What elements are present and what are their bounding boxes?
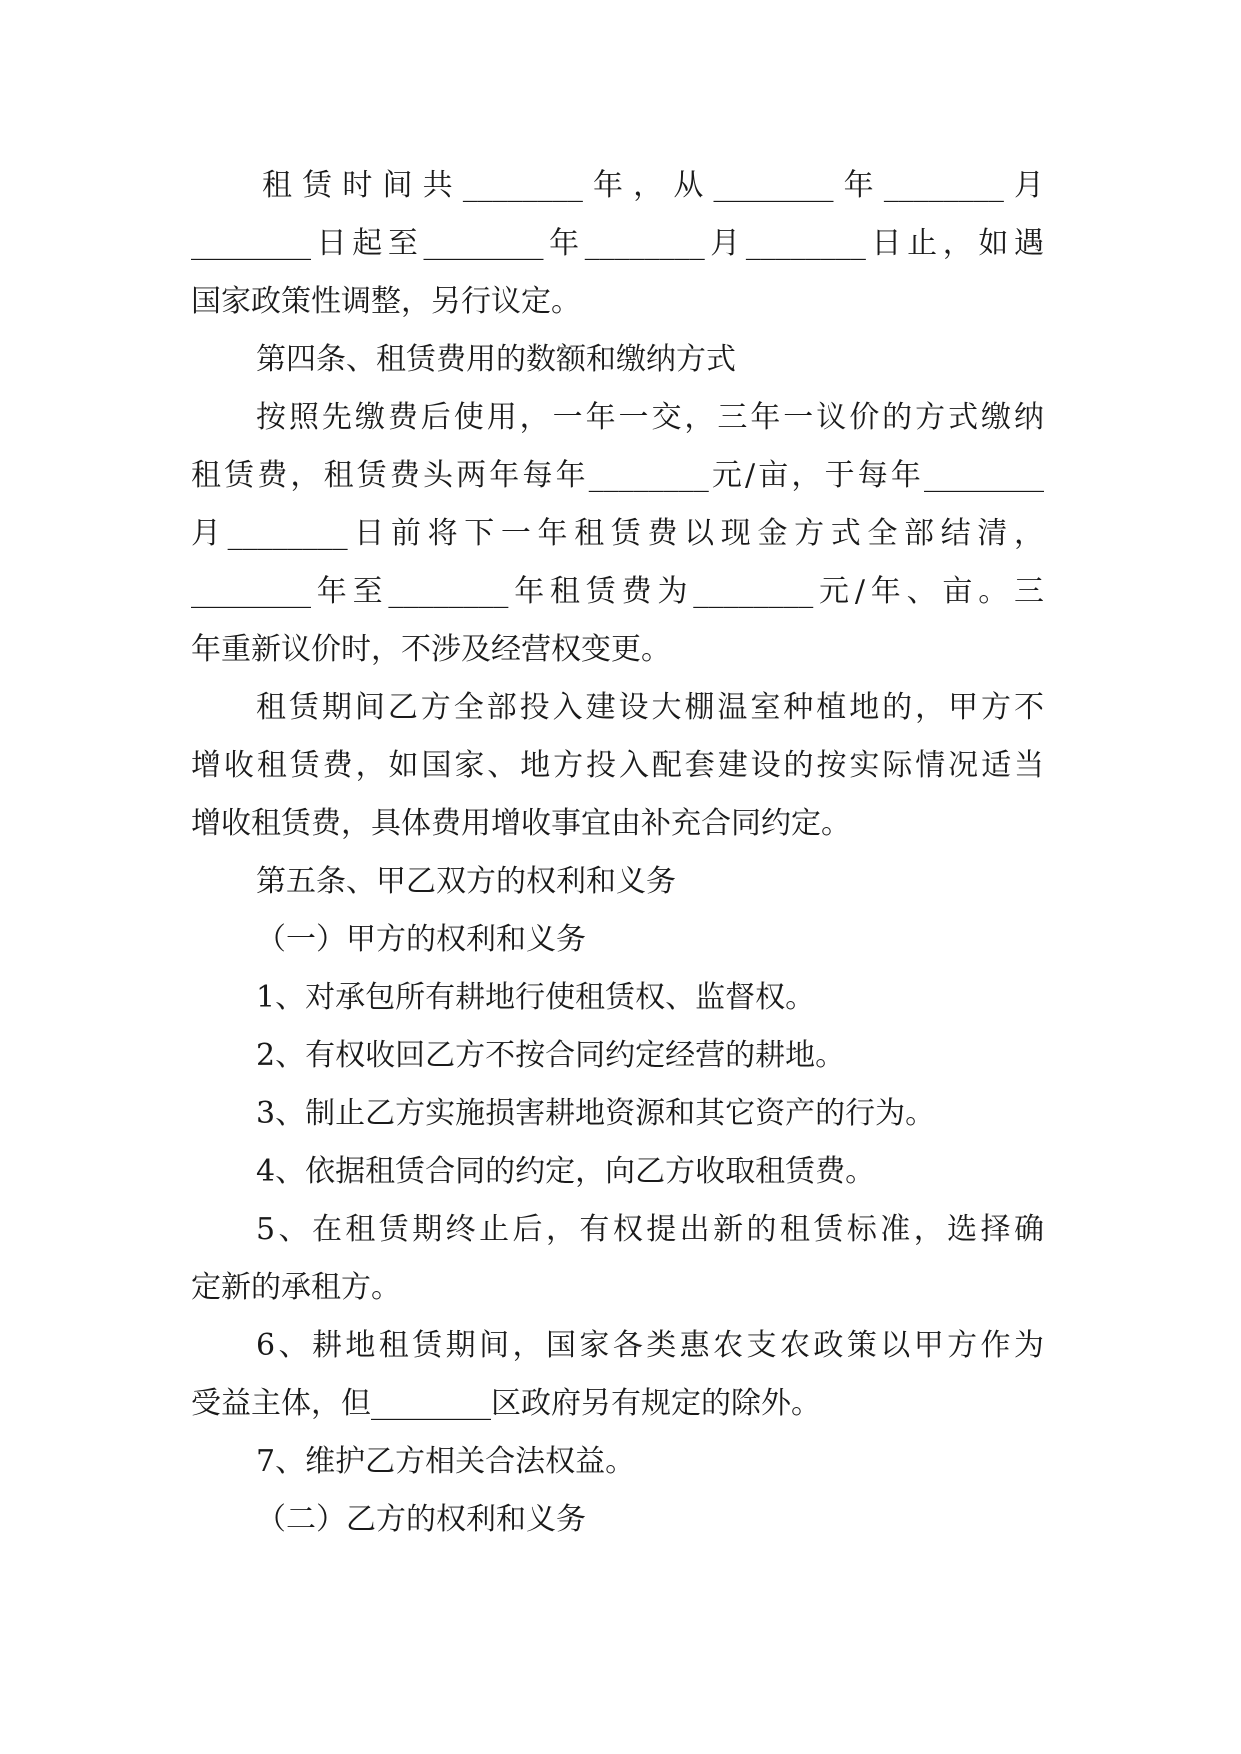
paragraph-line: 年重新议价时，不涉及经营权变更。: [191, 632, 671, 667]
list-item: 7、维护乙方相关合法权益。: [256, 1444, 636, 1479]
section-heading: 第四条、租赁费用的数额和缴纳方式: [256, 342, 736, 377]
list-item: 4、依据租赁合同的约定，向乙方收取租赁费。: [256, 1154, 876, 1189]
paragraph-line: 增收租赁费，如国家、地方投入配套建设的按实际情况适当: [191, 748, 1044, 783]
list-item: 1、对承包所有耕地行使租赁权、监督权。: [256, 980, 816, 1015]
paragraph-line: ________年至________年租赁费为________元/年、亩。三: [191, 574, 1044, 609]
list-item: 6、耕地租赁期间，国家各类惠农支农政策以甲方作为: [256, 1328, 1044, 1363]
paragraph-line: 租赁时间共________年，从________年________月: [262, 168, 1044, 203]
paragraph-line: 租赁费，租赁费头两年每年________元/亩，于每年________: [191, 458, 1044, 493]
paragraph-line: ________日起至________年________月________日止，如遇: [191, 226, 1044, 261]
subsection-heading: （一）甲方的权利和义务: [256, 922, 586, 957]
paragraph-line: 按照先缴费后使用，一年一交，三年一议价的方式缴纳: [256, 400, 1044, 435]
list-item: 5、在租赁期终止后，有权提出新的租赁标准，选择确: [256, 1212, 1044, 1247]
list-item: 3、制止乙方实施损害耕地资源和其它资产的行为。: [256, 1096, 936, 1131]
list-item: 2、有权收回乙方不按合同约定经营的耕地。: [256, 1038, 846, 1073]
paragraph-line: 国家政策性调整，另行议定。: [191, 284, 581, 319]
subsection-heading: （二）乙方的权利和义务: [256, 1502, 586, 1537]
paragraph-line: 租赁期间乙方全部投入建设大棚温室种植地的，甲方不: [256, 690, 1044, 725]
section-heading: 第五条、甲乙双方的权利和义务: [256, 864, 676, 899]
list-item-continuation: 定新的承租方。: [191, 1270, 401, 1305]
list-item-continuation: 受益主体，但________区政府另有规定的除外。: [191, 1386, 821, 1421]
paragraph-line: 月________日前将下一年租赁费以现金方式全部结清，: [191, 516, 1044, 551]
paragraph-line: 增收租赁费，具体费用增收事宜由补充合同约定。: [191, 806, 851, 841]
